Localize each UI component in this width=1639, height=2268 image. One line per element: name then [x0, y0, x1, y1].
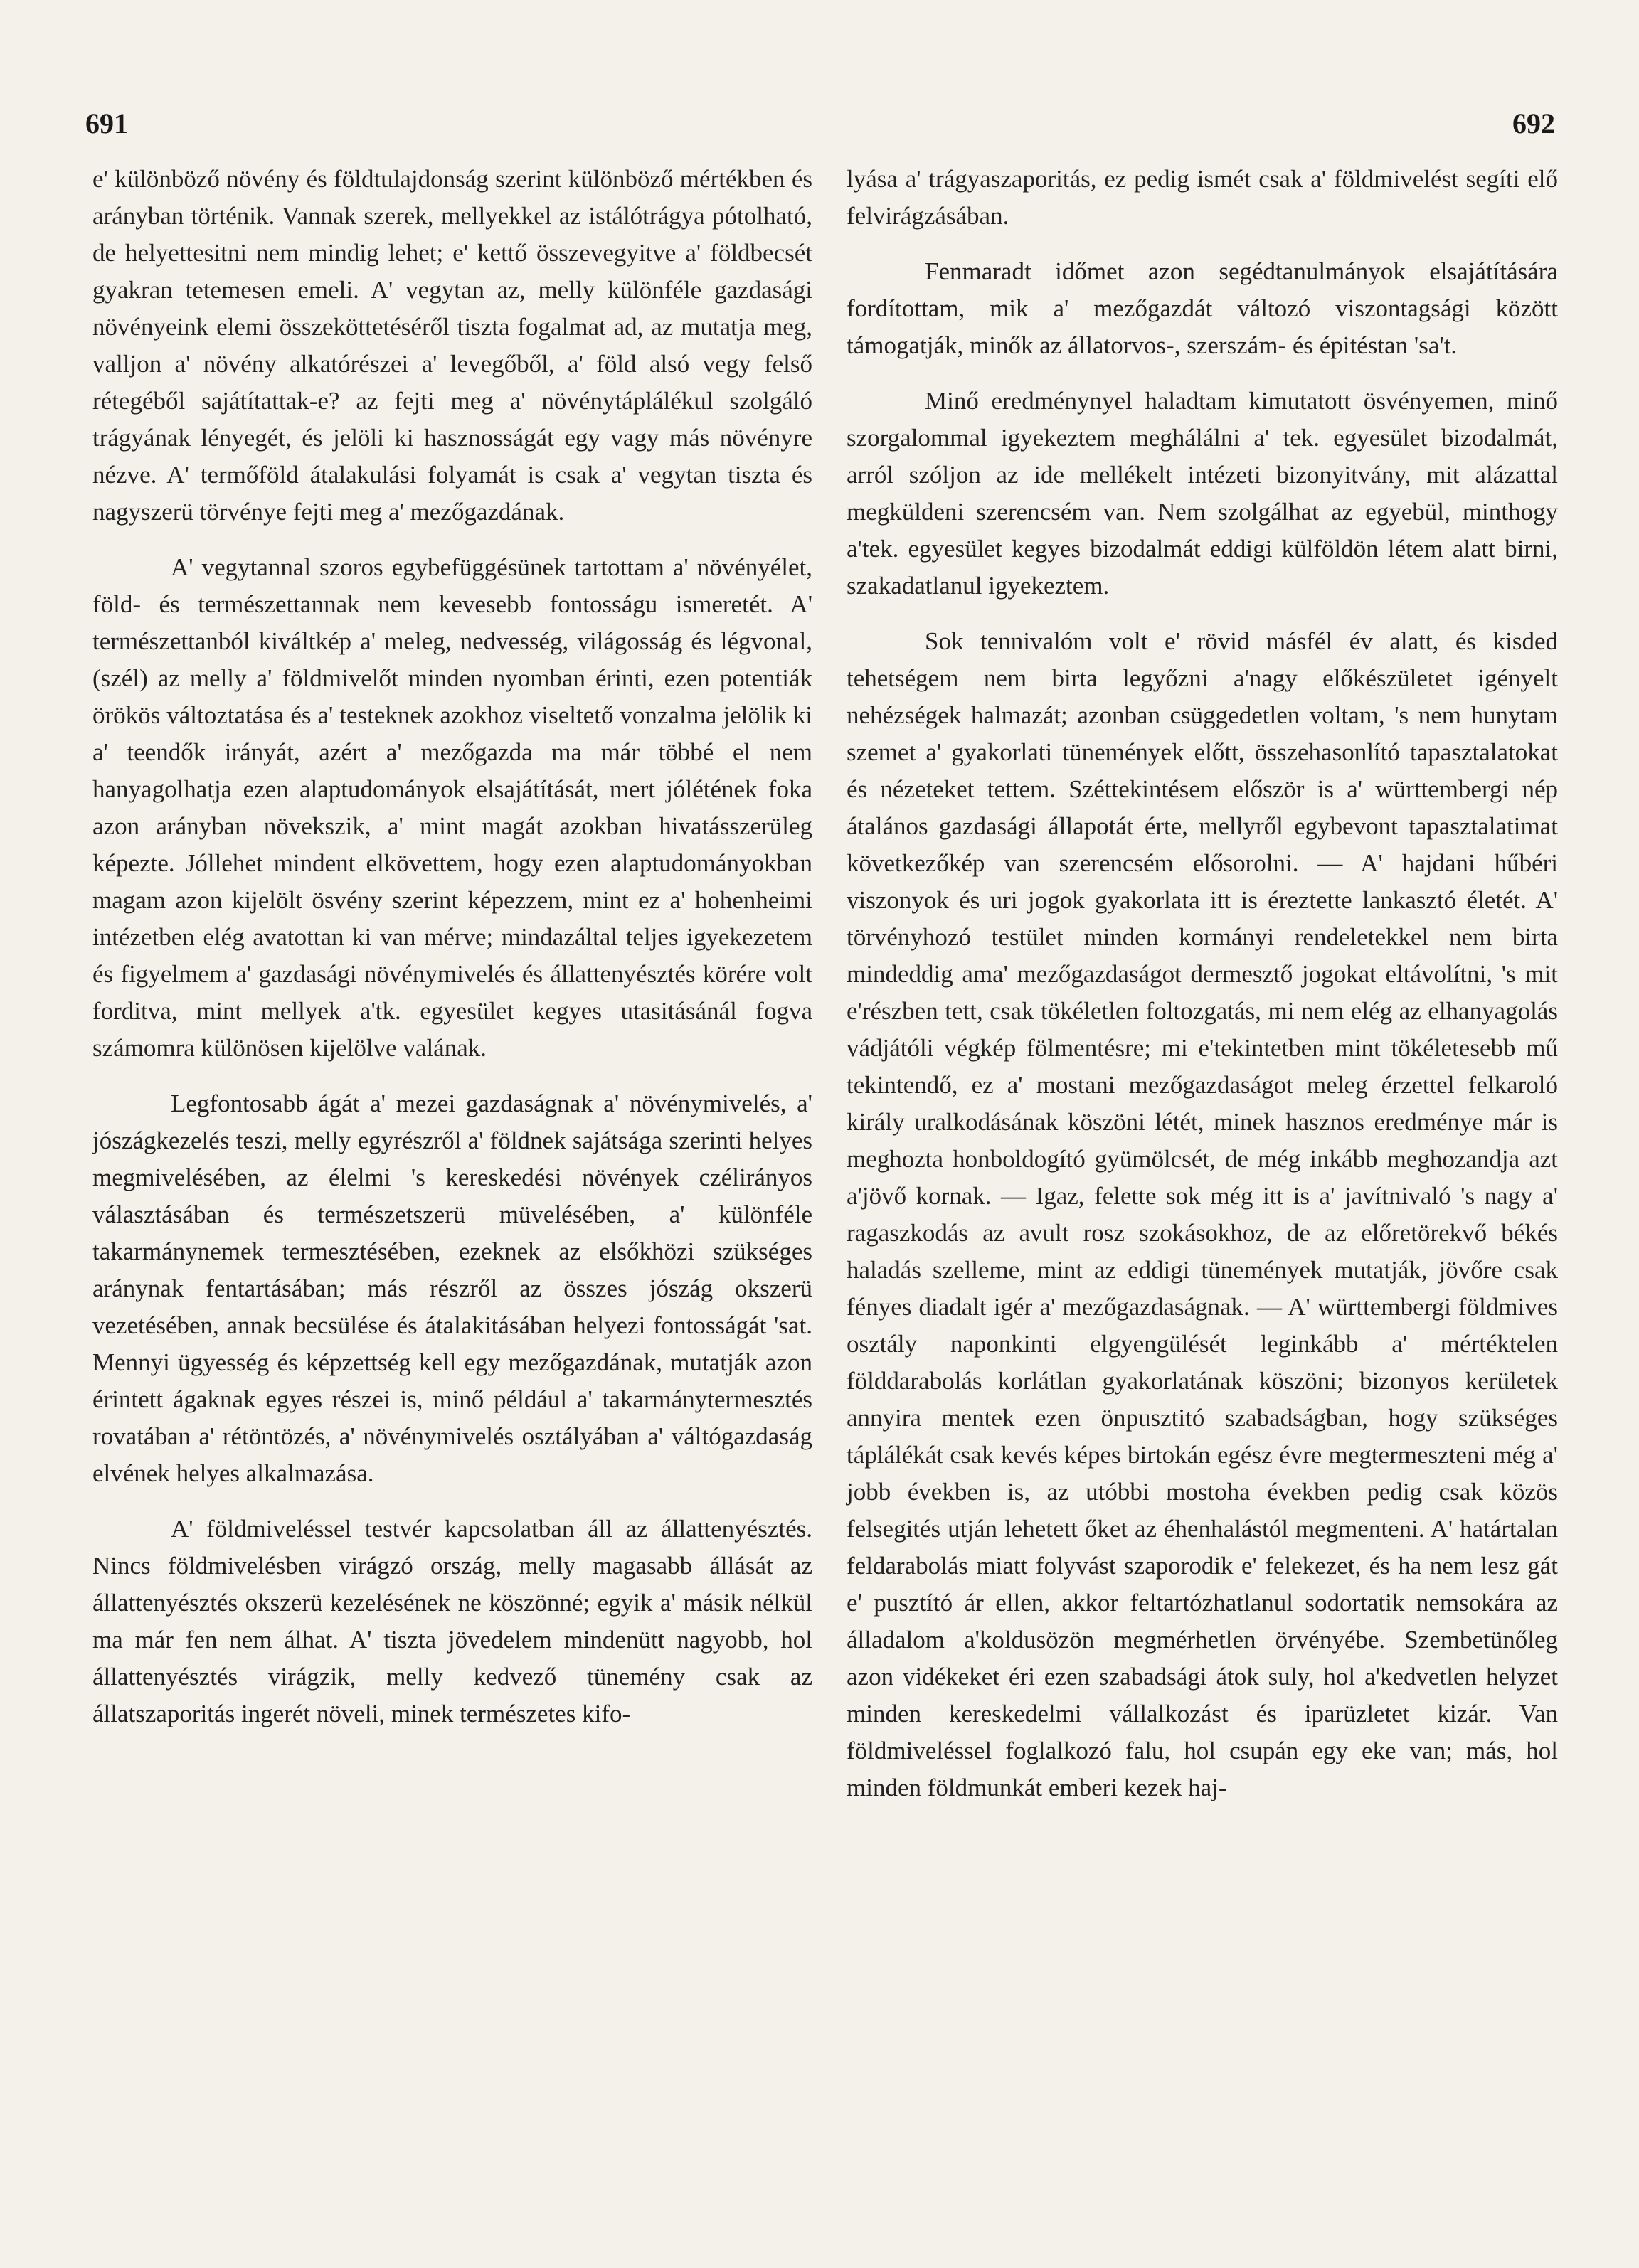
paragraph: Minő eredménynyel haladtam kimutatott ösvényemen, minő szorgalommal igyekeztem meghálálni a' tek. egyesület bizodalmát, arról szóljon az ide mellékelt intézeti bizonyitvány, mit alázattal megküldeni szerencsém van. Nem szolgálhat az egyebül, minthogy a'tek. egyesület kegyes bizodalmát eddigi külföldön létem alatt birni, szakadatlanul igyekeztem.	[847, 387, 1558, 600]
paragraph: A' vegytannal szoros egybefüggésünek tartottam a' növényélet, föld- és természettannak nem kevesebb fontosságu ismeretét. A' természettanból kiváltkép a' meleg, nedvesség, világosság és légvonal,(szél) az melly a' földmivelőt minden nyomban érinti, ezen potentiák örökös változtatása és a' testeknek azokhoz viseltető vonzalma jelölik ki a' teendők irányát, azért a' mezőgazda ma már többé el nem hanyagolhatja ezen alaptudományok elsajátítását, mert jólétének foka azon arányban növekszik, a' mint magát azokban hivatásszerüleg képezte. Jóllehet mindent elkövettem, hogy ezen alaptudományokban magam azon kijelölt ösvény szerint képezzem, mint ez a' hohenheimi intézetben elég avatottan ki van mérve; mindazáltal teljes igyekezetem és figyelmem a' gazdasági növénymivelés és állattenyésztés körére volt forditva, mint mellyek a'tk. egyesület kegyes utasitásánál fogva számomra különösen kijelölve valának.	[92, 553, 812, 1062]
paragraph: A' földmiveléssel testvér kapcsolatban áll az állattenyésztés. Nincs földmivelésben virágzó ország, melly magasabb állását az állattenyésztés okszerü kezelésének ne köszönné; egyik a' másik nélkül ma már fen nem álhat. A' tiszta jövedelem mindenütt nagyobb, hol állattenyésztés virágzik, melly kedvező tünemény csak az állatszaporitás ingerét növeli, minek természetes kifo-	[92, 1515, 812, 1727]
paragraph: Sok tennivalóm volt e' rövid másfél év alatt, és kisded tehetségem nem birta legyőzni a'nagy előkészületet igényelt nehézségek halmazát; azonban csüggedetlen voltam, 's nem hunytam szemet a' gyakorlati tünemények előtt, összehasonlító tapasztalatokat és nézeteket tettem. Széttekintésem először is a' württembergi nép átalános gazdasági állapotát érte, mellyről egybevont tapasztalatimat következőkép van szerencsém elősorolni. — A' hajdani hűbéri viszonyok és uri jogok gyakorlata itt is éreztette lankasztó életét. A' törvényhozó testület minden kormányi rendeletekkel nem birta mindeddig ama' mezőgazdaságot dermesztő jogokat eltávolítni, 's mit e'részben tett, csak tökéletlen foltozgatás, mi nem elég az elhanyagolás vádjátóli végkép fölmentésre; mi e'tekintetben mint tökéletesebb mű tekintendő, ez a' mostani mezőgazdaságot meleg érzettel felkaroló király uralkodásának köszöni létét, minek hasznos eredménye már is meghozta honboldogító gyümölcsét, de még inkább meghozandja azt a'jövő kornak. — Igaz, felette sok még itt is a' javítnivaló 's nagy a' ragaszkodás az avult rosz szokásokhoz, de az előretörekvő békés haladás szelleme, mint az eddigi tünemények mutatják, jövőre csak fényes diadalt igér a' mezőgazdaságnak. — A' württembergi földmives osztály naponkinti elgyengülését leginkább a' mértéktelen földdarabolás korlátlan gyakorlatának köszöni; bizonyos kerületek annyira mentek ezen önpusztitó szabadságban, hogy szükséges táplálékát csak kevés képes birtokán egész évre megtermeszteni még a' jobb években is, az utóbbi mostoha években pedig csak közös felsegités utján lehetett őket az éhenhalástól megmenteni. A' határtalan feldarabolás miatt folyvást szaporodik e' felekezet, és ha nem lesz gát e' pusztító ár ellen, akkor feltartózhatlanul sodortatik nemsokára az álladalom a'koldusözön megmérhetlen örvényébe. Szembetünőleg azon vidékeket éri ezen szabadsági átok suly, hol a'kedvetlen helyzet minden kereskedelmi vállalkozást és iparüzletet kizár. Van földmiveléssel foglalkozó falu, hol csupán egy eke van; más, hol minden földmunkát emberi kezek haj-	[847, 627, 1558, 1801]
paragraph: lyása a' trágyaszaporitás, ez pedig ismét csak a' földmivelést segíti elő felvirágzásában.	[847, 165, 1558, 230]
left-text-column	[92, 161, 812, 1751]
paragraph: Legfontosabb ágát a' mezei gazdaságnak a' növénymivelés, a' jószágkezelés teszi, melly egyrészről a' földnek sajátsága szerinti helyes megmivelésében, az élelmi 's kereskedési növények czélirányos választásában és természetszerü müvelésében, a' különféle takarmánynemek termesztésében, ezeknek az elsőkhözi szükséges aránynak fentartásában; más részről az összes jószág okszerü vezetésében, annak becsülése és átalakitásában helyezi fontosságát 'sat. Mennyi ügyesség és képzettség kell egy mezőgazdának, mutatják azon érintett ágaknak egyes részei is, minő például a' takarmánytermesztés rovatában a' rétöntözés, a' növénymivelés osztályában a' váltógazdaság elvének helyes alkalmazása.	[92, 1090, 812, 1487]
right-page-number: 692	[1512, 107, 1555, 139]
right-text-column	[847, 161, 1558, 1825]
paragraph: Fenmaradt időmet azon segédtanulmányok elsajátítására fordítottam, mik a' mezőgazdát változó viszontagsági között támogatják, minők az állatorvos-, szerszám- és épitéstan 'sa't.	[847, 257, 1558, 359]
paragraph: e' különböző növény és földtulajdonság szerint különböző mértékben és arányban történik. Vannak szerek, mellyekkel az istálótrágya pótolható, de helyettesitni nem mindig lehet; e' kettő összevegyitve a' földbecsét gyakran tetemesen emeli. A' vegytan az, melly különféle gazdasági növényeink elemi összeköttetéséről tiszta fogalmat ad, az mutatja meg, valljon a' növény alkatórészei a' levegőből, a' föld alsó vegy felső rétegéből sajátítattak-e? az fejti meg a' növénytáplálékul szolgáló trágyának lényegét, és jelöli ki hasznosságát egy vagy más növényre nézve. A' termőföld átalakulási folyamát is csak a' vegytan tiszta és nagyszerü törvénye fejti meg a' mezőgazdának.	[92, 165, 812, 526]
left-page-number: 691	[85, 107, 128, 139]
